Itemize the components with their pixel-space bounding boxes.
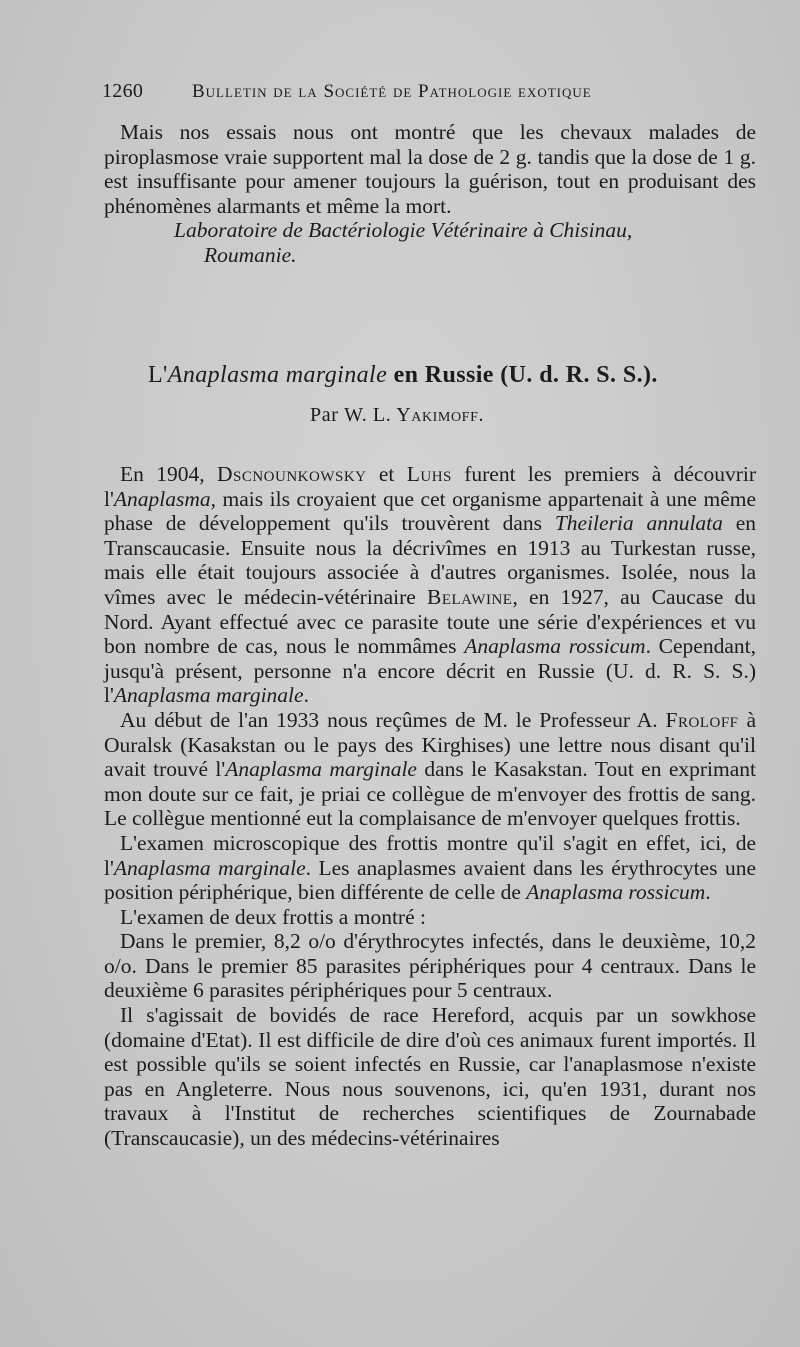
previous-article-ending — [104, 120, 756, 268]
title-country: en Russie — [393, 362, 494, 388]
paragraph-6: Il s'agissait de bovidés de race Hereford, acquis par un sowkhose (domaine d'Etat). Il est difficile de dire d'où ces animaux furent importés. Il est possible qu'ils se soient infectés en Russie, car l'anaplasmose n'existe pas en Angleterre. Nous nous souvenons, ici, qu'en 1931, durant nos travaux à l'Institut de recherches scientifiques de Zournabade (Transcaucasie), un des médecins-vétérinaires — [104, 1003, 756, 1151]
paragraph-3 — [104, 831, 756, 905]
title-prefix: L' — [148, 362, 168, 388]
paragraph-5: Dans le premier, 8,2 o/o d'érythrocytes infectés, dans le deuxième, 10,2 o/o. Dans le premier 85 parasites périphériques pour 4 centraux. Dans le deuxième 6 parasites périphériques pour 5 centraux. — [104, 929, 756, 1003]
species-name: Anaplasma rossicum — [526, 880, 706, 905]
text-run: L'examen microscopique des frottis montre qu'il s'agit en effet, ici, de l' — [104, 830, 756, 880]
paragraph-1 — [104, 462, 756, 708]
affiliation-line-1: Laboratoire de Bactériologie Vétérinaire à Chisinau, — [174, 218, 633, 243]
text-run: . — [303, 683, 309, 708]
species-name: Anaplasma marginale — [225, 757, 417, 782]
closing-paragraph: Mais nos essais nous ont montré que les chevaux malades de piroplasmose vraie supportent mal la dose de 2 g. tandis que la dose de 1 g. est insuffisante pour amener toujours la guérison, tout en produisant des phénomènes alarmants et même la mort. — [104, 120, 756, 218]
affiliation-line-2: Roumanie. — [204, 242, 297, 267]
paragraph-2 — [104, 708, 756, 831]
text-run: à Ouralsk (Kasakstan ou le pays des Kirghises) une lettre nous disant qu'il avait trouvé l' — [104, 707, 756, 782]
author-name: W. L. Yakimoff. — [344, 404, 485, 426]
text-run: furent les premiers à découvrir l' — [104, 462, 756, 511]
text-run: dans le Kasakstan. Tout en exprimant mon doute sur ce fait, je priai ce collègue de m'envoyer des frottis de sang. Le collègue mentionné eut la complaisance de m'envoyer quelques frottis. — [104, 757, 756, 831]
text-run: . Les anaplasmes avaient dans les érythrocytes une position périphérique, bien différente de celle de — [104, 855, 756, 905]
text-run: En 1904, — [120, 462, 217, 486]
text-run: . Cependant, jusqu'à présent, personne n'a encore décrit en Russie (U. d. R. S. S.) l' — [104, 634, 756, 708]
page-number: 1260 — [102, 80, 144, 102]
text-run: Au début de l'an 1933 nous reçûmes de M. le Professeur A. — [120, 707, 666, 732]
text-run: , mais ils croyaient que cet organisme appartenait à une même phase de développement qu'ils trouvèrent dans — [104, 486, 756, 536]
author-prefix: Par — [310, 404, 339, 426]
author-ref: Dscnounkowsky — [216, 462, 367, 486]
paragraph-4: L'examen de deux frottis a montré : — [120, 904, 426, 929]
species-name: Anaplasma marginale — [113, 683, 304, 708]
affiliation — [104, 218, 756, 267]
running-title: Bulletin de la Société de Pathologie exotique — [192, 81, 592, 102]
species-name: Anaplasma — [113, 486, 211, 511]
species-name: Theileria annulata — [554, 511, 723, 536]
text-run: en Transcaucasie. Ensuite nous la décrivîmes en 1913 au Turkestan russe, mais elle était toujours associée à d'autres organismes. Isolée, nous la vîmes avec le médecin-vétérinaire — [104, 511, 756, 609]
text-run: , en 1927, au Caucase du Nord. Ayant effectué avec ce parasite toute une série d'expériences et vu bon nombre de cas, nous le nommâmes — [104, 584, 756, 659]
page-header — [102, 80, 662, 103]
text-run: et — [366, 462, 407, 486]
article-body — [104, 462, 756, 1151]
author-ref: Luhs — [406, 462, 452, 486]
species-name: Anaplasma rossicum — [464, 634, 646, 659]
author-ref: Froloff — [665, 707, 739, 732]
text-run: . — [705, 880, 711, 905]
article-title — [148, 362, 748, 389]
author-ref: Belawine — [427, 584, 513, 609]
title-suffix: (U. d. R. S. S.). — [500, 362, 658, 388]
article-author — [310, 404, 710, 427]
title-species: Anaplasma marginale — [167, 362, 388, 388]
species-name: Anaplasma marginale — [113, 855, 306, 880]
